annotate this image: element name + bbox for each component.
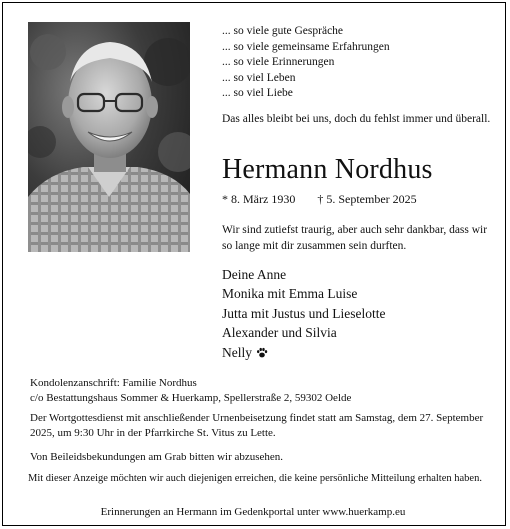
verse-block — [222, 24, 390, 102]
verse-line: ... so viel Leben — [222, 71, 296, 84]
death-date: † 5. September 2025 — [317, 192, 417, 206]
family-member: Deine Anne — [222, 267, 287, 282]
family-member-row — [222, 343, 386, 364]
family-member: Nelly — [222, 344, 252, 360]
grave-note: Von Beileidsbekundungen am Grab bitten wir abzusehen. — [30, 451, 284, 463]
birth-date: * 8. März 1930 — [222, 192, 296, 206]
condolence-line: c/o Bestattungshaus Sommer & Huerkamp, Spellerstraße 2, 59302 Oelde — [30, 391, 352, 404]
portrait-photo — [28, 22, 190, 252]
condolence-address — [30, 376, 500, 405]
deceased-name: Hermann Nordhus — [222, 154, 433, 185]
life-dates — [222, 192, 417, 207]
verse-line: ... so viele gemeinsame Erfahrungen — [222, 40, 390, 53]
verse-line: ... so viele gute Gespräche — [222, 25, 344, 37]
family-member: Monika mit Emma Luise — [222, 286, 358, 302]
verse-line: ... so viel Liebe — [222, 87, 293, 99]
family-list — [222, 265, 386, 364]
verse-line: ... so viele Erinnerungen — [222, 56, 335, 68]
family-member: Jutta mit Justus und Lieselotte — [222, 305, 386, 321]
memorial-portal-link: Erinnerungen an Hermann im Gedenkportal unter www.huerkamp.eu — [100, 506, 406, 518]
intro-text: Das alles bleibt bei uns, doch du fehlst immer und überall. — [222, 113, 491, 125]
mourning-message: Wir sind zutiefst traurig, aber auch sehr dankbar, dass wir so lange mit dir zusammen sein durften. — [222, 224, 488, 252]
condolence-line: Kondolenzanschrift: Familie Nordhus — [30, 377, 197, 389]
family-member: Alexander und Silvia — [222, 325, 337, 341]
service-info: Der Wortgottesdienst mit anschließender Urnenbeisetzung findet statt am Samstag, dem 27. September 2025, um 9:30 Uhr in der Pfarrkirche St. Vitus zu Lette. — [30, 412, 484, 439]
paw-icon — [256, 345, 268, 364]
notice-note: Mit dieser Anzeige möchten wir auch diejenigen erreichen, die keine persönliche Mitteilung erhalten haben. — [28, 473, 482, 484]
